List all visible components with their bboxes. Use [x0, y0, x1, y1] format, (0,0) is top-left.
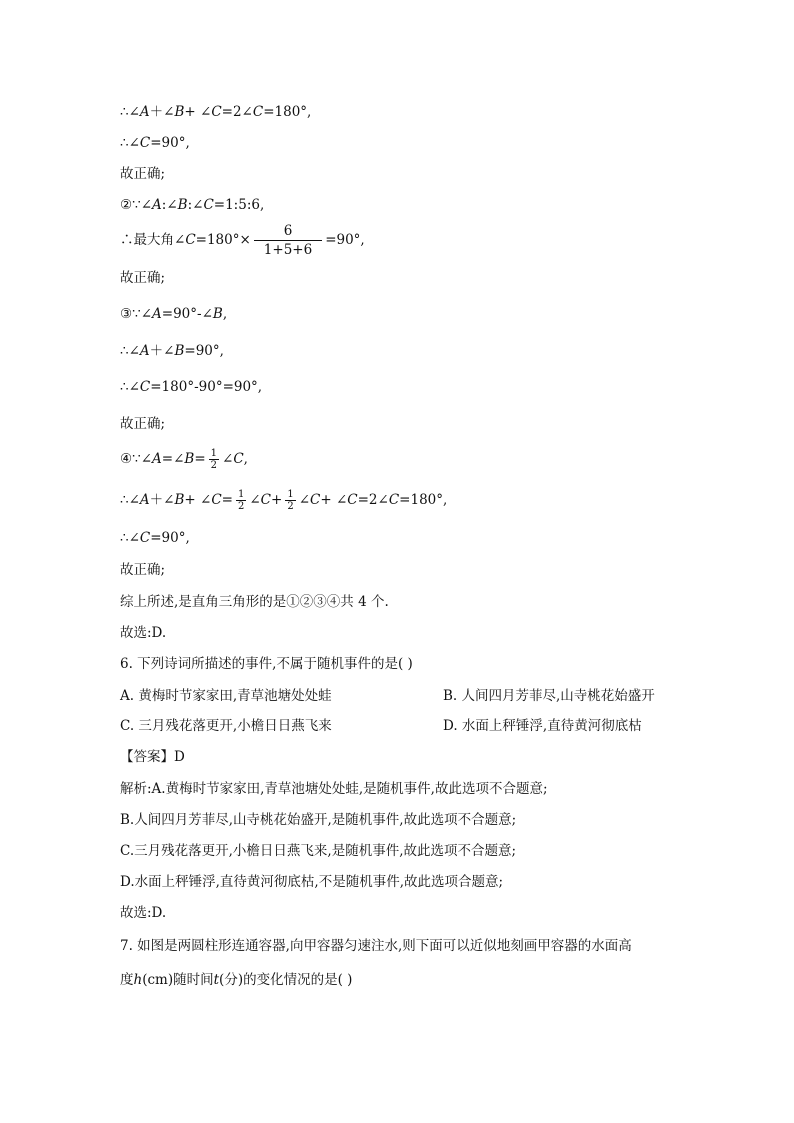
fraction: $\frac{6}{1+5+6}$: [254, 222, 322, 259]
line-c-90: ∴∠C=90°,: [120, 135, 190, 151]
option-b: B. 人间四月芳菲尽,山寺桃花始盛开: [443, 688, 655, 704]
line-a-plus-b: ∴∠A＋∠B=90°,: [120, 343, 224, 359]
line-angle-sum: ∴∠A＋∠B+ ∠C=2∠C=180°,: [120, 104, 312, 120]
fraction-half: $\frac{1}{2}$: [237, 489, 245, 512]
option-d: D. 水面上秤锤浮,直待黄河彻底枯: [443, 718, 642, 734]
fraction-half: $\frac{1}{2}$: [210, 448, 217, 471]
question-7-stem-line2: 度h(cm)随时间t(分)的变化情况的是( ): [120, 972, 353, 988]
option-c: C. 三月残花落更开,小檐日日燕飞来: [120, 718, 332, 734]
line-correct-4: 故正确;: [120, 562, 166, 578]
line-correct-1: 故正确;: [120, 166, 166, 182]
answer-label: 【答案】D: [120, 749, 185, 765]
line-max-angle: ∴最大角∠C=180°× $\frac{6}{1+5+6}$ =90°,: [120, 223, 365, 258]
line-a-90-minus-b: ③∵∠A=90°-∠B,: [120, 306, 228, 322]
fraction-half: $\frac{1}{2}$: [287, 489, 294, 512]
line-angle-sum-4: ∴∠A＋∠B+ ∠C= $\frac{1}{2}$ ∠C+ $\frac{1}{2}$ ∠C+ ∠C=2∠C=180°,: [120, 489, 448, 512]
choose-line-2: 故选:D.: [120, 905, 167, 921]
option-a: A. 黄梅时节家家田,青草池塘处处蛙: [120, 688, 332, 704]
analysis-c: C.三月残花落更开,小檐日日燕飞来,是随机事件,故此选项不合题意;: [120, 843, 517, 859]
question-6-stem: 6. 下列诗词所描述的事件,不属于随机事件的是( ): [120, 656, 413, 672]
choose-line-1: 故选:D.: [120, 625, 167, 641]
line-correct-2: 故正确;: [120, 270, 166, 286]
line-correct-3: 故正确;: [120, 416, 166, 432]
line-c-calc: ∴∠C=180°-90°=90°,: [120, 379, 263, 395]
analysis-a: 解析:A.黄梅时节家家田,青草池塘处处蛙,是随机事件,故此选项不合题意;: [120, 781, 548, 797]
line-c-90-4: ∴∠C=90°,: [120, 530, 190, 546]
line-ratio: ②∵∠A:∠B:∠C=1:5:6,: [120, 197, 265, 213]
line-a-eq-b: ④∵∠A=∠B= $\frac{1}{2}$ ∠C,: [120, 448, 248, 471]
summary-line: 综上所述,是直角三角形的是①②③④共 4 个.: [120, 594, 389, 610]
question-7-stem-line1: 7. 如图是两圆柱形连通容器,向甲容器匀速注水,则下面可以近似地刻画甲容器的水面高: [120, 938, 632, 954]
analysis-d: D.水面上秤锤浮,直待黄河彻底枯,不是随机事件,故此选项合题意;: [120, 874, 504, 890]
analysis-b: B.人间四月芳菲尽,山寺桃花始盛开,是随机事件,故此选项不合题意;: [120, 812, 517, 828]
